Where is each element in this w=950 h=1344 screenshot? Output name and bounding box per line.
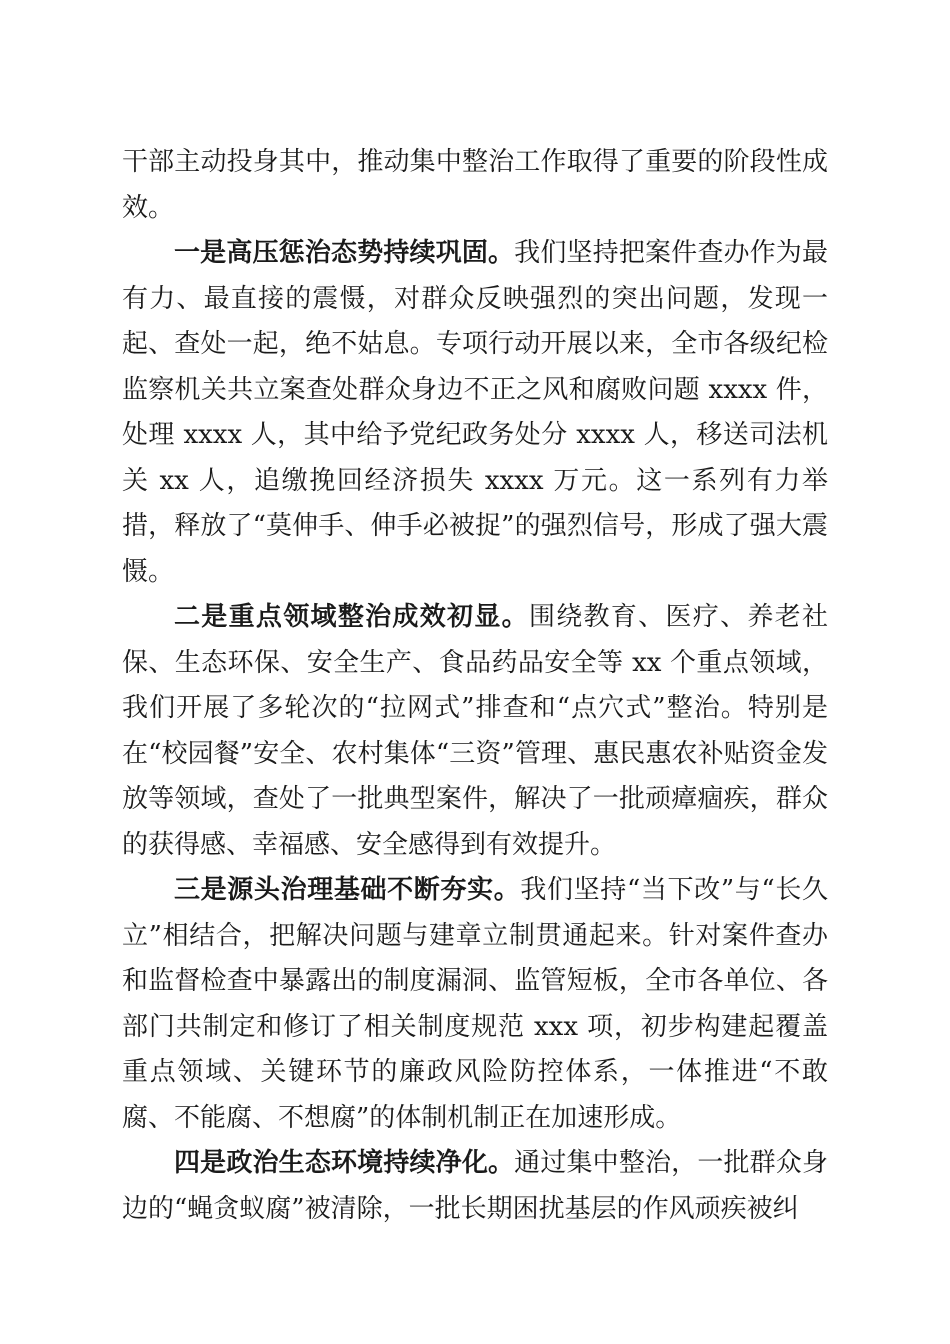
- paragraph-text: 我们坚持“当下改”与“长久立”相结合，把解决问题与建章立制贯通起来。针对案件查办和监督检查中暴露出的制度漏洞、监管短板，全市各单位、各部门共制定和修订了相关制度规范 xxx 项，初步构建起覆盖重点领域、关键环节的廉政风险防控体系，一体推进“不敢腐、不能腐、不想腐”的体制机制正在加速形成。: [122, 875, 828, 1133]
- paragraph-text: 通过集中整治，一批群众身边的“蝇贪蚁腐”被清除，一批长期困扰基层的作风顽疾被纠: [122, 1148, 828, 1224]
- paragraph-point-1: [122, 231, 828, 595]
- paragraph-point-2: [122, 595, 828, 868]
- paragraph-continuation: [122, 140, 828, 231]
- paragraph-lead: 三是源头治理基础不断夯实。: [174, 875, 521, 905]
- paragraph-lead: 一是高压惩治态势持续巩固。: [174, 238, 515, 268]
- paragraph-lead: 四是政治生态环境持续净化。: [174, 1148, 515, 1178]
- paragraph-point-4: [122, 1141, 828, 1232]
- paragraph-text: 围绕教育、医疗、养老社保、生态环保、安全生产、食品药品安全等 xx 个重点领域，我们开展了多轮次的“拉网式”排查和“点穴式”整治。特别是在“校园餐”安全、农村集体“三资”管理、惠民惠农补贴资金发放等领域，查处了一批典型案件，解决了一批顽瘴痼疾，群众的获得感、幸福感、安全感得到有效提升。: [122, 602, 828, 860]
- paragraph-text: 干部主动投身其中，推动集中整治工作取得了重要的阶段性成效。: [122, 147, 828, 223]
- paragraph-lead: 二是重点领域整治成效初显。: [174, 602, 529, 632]
- paragraph-text: 我们坚持把案件查办作为最有力、最直接的震慑，对群众反映强烈的突出问题，发现一起、查处一起，绝不姑息。专项行动开展以来，全市各级纪检监察机关共立案查处群众身边不正之风和腐败问题 xxxx 件，处理 xxxx 人，其中给予党纪政务处分 xxxx 人，移送司法机关 xx 人，追缴挽回经济损失 xxxx 万元。这一系列有力举措，释放了“莫伸手、伸手必被捉”的强烈信号，形成了强大震慑。: [122, 238, 828, 587]
- paragraph-point-3: [122, 868, 828, 1141]
- document-body: [122, 140, 828, 1232]
